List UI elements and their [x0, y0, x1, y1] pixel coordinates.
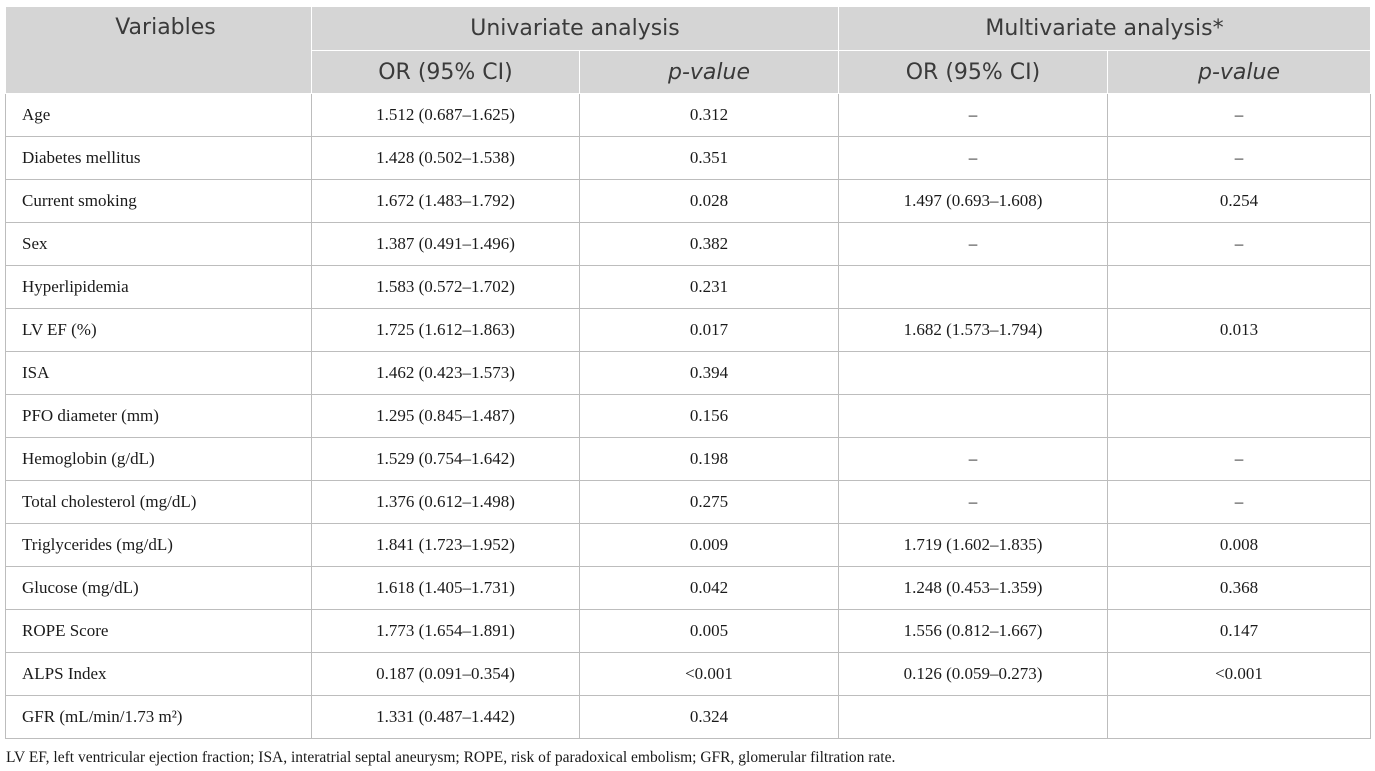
univariate-or-cell: 1.331 (0.487–1.442)	[312, 696, 580, 739]
multivariate-p-cell: 0.008	[1108, 524, 1371, 567]
variable-cell: Triglycerides (mg/dL)	[6, 524, 312, 567]
variable-cell: PFO diameter (mm)	[6, 395, 312, 438]
regression-table	[5, 6, 1371, 739]
univariate-or-cell: 1.618 (1.405–1.731)	[312, 567, 580, 610]
univariate-p-cell: 0.198	[580, 438, 839, 481]
multivariate-p-cell: 0.147	[1108, 610, 1371, 653]
table-row	[6, 223, 1371, 266]
multivariate-p-cell: –	[1108, 481, 1371, 524]
variable-cell: ISA	[6, 352, 312, 395]
table-row	[6, 610, 1371, 653]
multivariate-or-cell: –	[839, 481, 1108, 524]
univariate-or-cell: 1.387 (0.491–1.496)	[312, 223, 580, 266]
univariate-or-cell: 1.462 (0.423–1.573)	[312, 352, 580, 395]
multivariate-or-cell: –	[839, 137, 1108, 180]
univariate-or-cell: 1.725 (1.612–1.863)	[312, 309, 580, 352]
multivariate-p-cell: –	[1108, 438, 1371, 481]
univariate-or-cell: 1.773 (1.654–1.891)	[312, 610, 580, 653]
table-row	[6, 524, 1371, 567]
variable-cell: Hemoglobin (g/dL)	[6, 438, 312, 481]
variable-cell: Sex	[6, 223, 312, 266]
multivariate-or-cell	[839, 352, 1108, 395]
univariate-header: Univariate analysis	[312, 7, 839, 51]
variable-cell: Glucose (mg/dL)	[6, 567, 312, 610]
univariate-p-cell: 0.005	[580, 610, 839, 653]
table-row	[6, 395, 1371, 438]
table-container	[5, 6, 1370, 739]
univariate-p-cell: 0.231	[580, 266, 839, 309]
multivariate-p-cell: –	[1108, 223, 1371, 266]
multivariate-p-cell: –	[1108, 137, 1371, 180]
multivariate-or-cell: 1.682 (1.573–1.794)	[839, 309, 1108, 352]
multivariate-header: Multivariate analysis*	[839, 7, 1371, 51]
multivariate-or-cell	[839, 395, 1108, 438]
univariate-or-cell: 1.428 (0.502–1.538)	[312, 137, 580, 180]
multivariate-p-cell	[1108, 696, 1371, 739]
univariate-or-cell: 1.841 (1.723–1.952)	[312, 524, 580, 567]
univariate-or-cell: 1.512 (0.687–1.625)	[312, 94, 580, 137]
variable-cell: LV EF (%)	[6, 309, 312, 352]
univariate-p-cell: 0.351	[580, 137, 839, 180]
table-row	[6, 266, 1371, 309]
univariate-or-cell: 1.295 (0.845–1.487)	[312, 395, 580, 438]
variable-cell: ROPE Score	[6, 610, 312, 653]
uni-or-header: OR (95% CI)	[312, 51, 580, 94]
variable-cell: Hyperlipidemia	[6, 266, 312, 309]
multivariate-p-cell	[1108, 395, 1371, 438]
multivariate-p-cell: 0.368	[1108, 567, 1371, 610]
univariate-or-cell: 1.529 (0.754–1.642)	[312, 438, 580, 481]
multivariate-or-cell: 1.248 (0.453–1.359)	[839, 567, 1108, 610]
multivariate-p-cell: 0.254	[1108, 180, 1371, 223]
table-row	[6, 481, 1371, 524]
table-row	[6, 696, 1371, 739]
univariate-or-cell: 1.583 (0.572–1.702)	[312, 266, 580, 309]
variable-cell: GFR (mL/min/1.73 m²)	[6, 696, 312, 739]
variable-cell: Total cholesterol (mg/dL)	[6, 481, 312, 524]
table-row	[6, 653, 1371, 696]
univariate-p-cell: 0.028	[580, 180, 839, 223]
univariate-p-cell: 0.042	[580, 567, 839, 610]
multivariate-or-cell: 1.497 (0.693–1.608)	[839, 180, 1108, 223]
multi-p-header: p-value	[1108, 51, 1371, 94]
header-row-top	[6, 7, 1371, 51]
multivariate-p-cell: <0.001	[1108, 653, 1371, 696]
univariate-p-cell: 0.382	[580, 223, 839, 266]
multi-or-header: OR (95% CI)	[839, 51, 1108, 94]
multivariate-or-cell: 0.126 (0.059–0.273)	[839, 653, 1108, 696]
univariate-or-cell: 1.376 (0.612–1.498)	[312, 481, 580, 524]
table-row	[6, 309, 1371, 352]
table-row	[6, 567, 1371, 610]
univariate-or-cell: 0.187 (0.091–0.354)	[312, 653, 580, 696]
univariate-p-cell: <0.001	[580, 653, 839, 696]
variable-cell: Diabetes mellitus	[6, 137, 312, 180]
multivariate-p-cell	[1108, 352, 1371, 395]
univariate-p-cell: 0.394	[580, 352, 839, 395]
univariate-p-cell: 0.312	[580, 94, 839, 137]
table-footnote: LV EF, left ventricular ejection fraction; ISA, interatrial septal aneurysm; ROPE, risk of paradoxical embolism; GFR, glomerular filtration rate.	[6, 749, 896, 766]
univariate-p-cell: 0.324	[580, 696, 839, 739]
univariate-p-cell: 0.017	[580, 309, 839, 352]
univariate-p-cell: 0.009	[580, 524, 839, 567]
multivariate-or-cell: –	[839, 223, 1108, 266]
table-body	[6, 94, 1371, 739]
table-row	[6, 137, 1371, 180]
multivariate-or-cell: 1.719 (1.602–1.835)	[839, 524, 1108, 567]
multivariate-or-cell	[839, 266, 1108, 309]
multivariate-p-cell: 0.013	[1108, 309, 1371, 352]
univariate-p-cell: 0.156	[580, 395, 839, 438]
multivariate-p-cell	[1108, 266, 1371, 309]
multivariate-or-cell: –	[839, 94, 1108, 137]
table-row	[6, 180, 1371, 223]
table-header	[6, 7, 1371, 94]
table-row	[6, 352, 1371, 395]
univariate-p-cell: 0.275	[580, 481, 839, 524]
variable-cell: ALPS Index	[6, 653, 312, 696]
variable-cell: Current smoking	[6, 180, 312, 223]
uni-p-header: p-value	[580, 51, 839, 94]
table-row	[6, 94, 1371, 137]
variable-cell: Age	[6, 94, 312, 137]
univariate-or-cell: 1.672 (1.483–1.792)	[312, 180, 580, 223]
multivariate-or-cell	[839, 696, 1108, 739]
multivariate-or-cell: 1.556 (0.812–1.667)	[839, 610, 1108, 653]
variables-header: Variables	[6, 7, 312, 94]
multivariate-p-cell: –	[1108, 94, 1371, 137]
table-row	[6, 438, 1371, 481]
multivariate-or-cell: –	[839, 438, 1108, 481]
